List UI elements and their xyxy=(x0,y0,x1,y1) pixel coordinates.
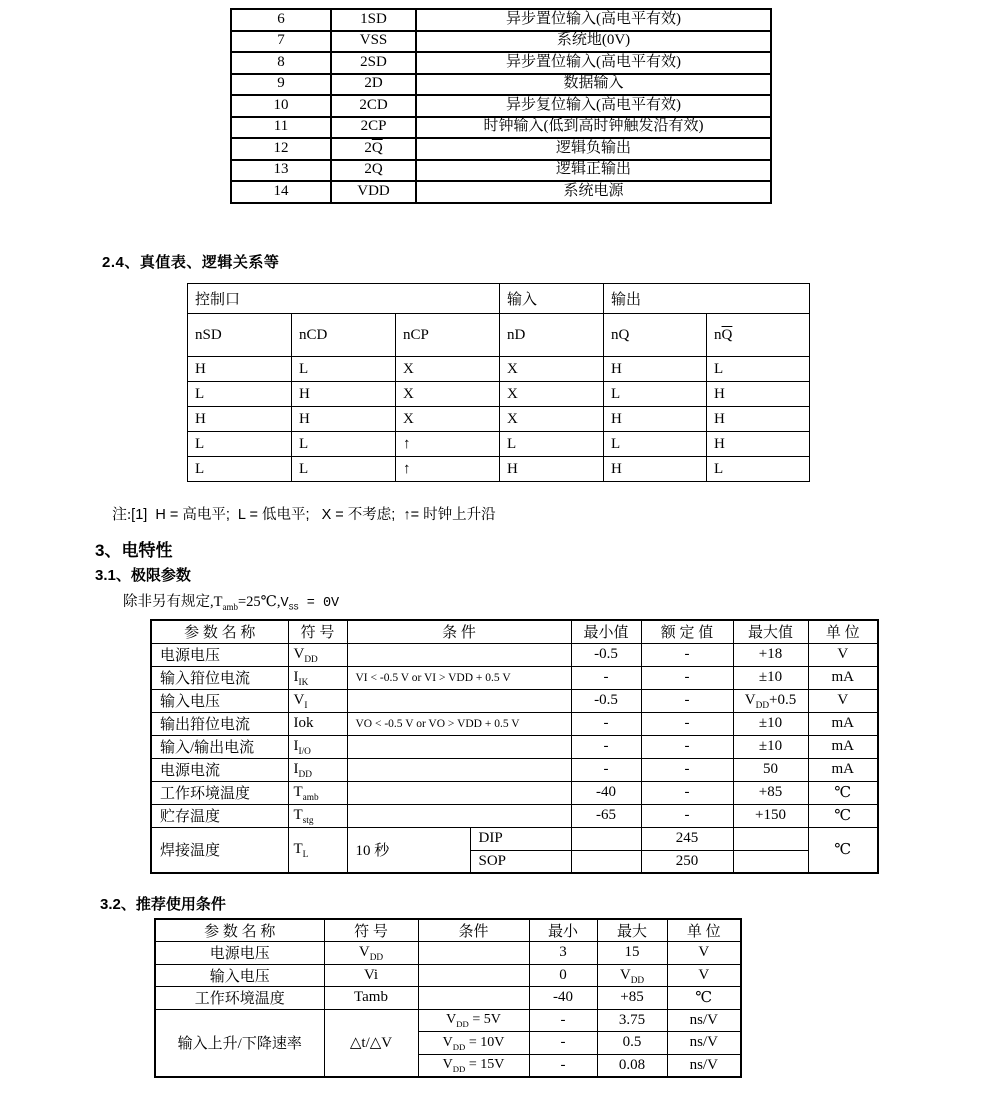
cond-sub: DD xyxy=(452,1041,466,1052)
symbol-cell xyxy=(288,781,347,804)
max-base: +85 xyxy=(758,784,783,800)
truth-cell: H xyxy=(707,432,810,457)
pin-name: 2CD xyxy=(359,96,388,113)
truth-row xyxy=(188,432,810,457)
condition-cell xyxy=(418,1054,529,1077)
truth-row xyxy=(188,407,810,432)
truth-cell: H xyxy=(604,407,707,432)
symbol-cell xyxy=(288,804,347,827)
cond-sub: DD xyxy=(456,1019,469,1030)
pin-row xyxy=(231,74,771,96)
min-cell: 3 xyxy=(529,942,597,965)
symbol-sub: DD xyxy=(298,770,312,780)
symbol-cell xyxy=(324,964,418,987)
pin-number-cell: 8 xyxy=(231,52,331,74)
max-cell: 0.08 xyxy=(597,1054,667,1077)
min-cell: -0.5 xyxy=(571,643,641,666)
max-cell xyxy=(733,781,808,804)
truth-cell: X xyxy=(396,357,500,382)
pin-desc-cell: 异步置位输入(高电平有效) xyxy=(416,52,771,74)
pin-name-cell xyxy=(331,31,416,53)
header-param-name: 参 数 名 称 xyxy=(155,919,324,942)
min-cell: - xyxy=(571,712,641,735)
pin-name: VSS xyxy=(359,32,388,49)
pin-desc-cell: 异步复位输入(高电平有效) xyxy=(416,95,771,117)
truth-cell: L xyxy=(188,382,292,407)
param-name-cell: 输入箝位电流 xyxy=(151,666,288,689)
limits-row xyxy=(151,712,878,735)
min-cell: - xyxy=(571,758,641,781)
symbol-cell xyxy=(288,689,347,712)
note-prefix: 注: xyxy=(112,507,132,523)
cond-tail: = 10V xyxy=(465,1034,505,1050)
section-heading-recommended: 3.2、推荐使用条件 xyxy=(100,896,226,913)
param-name-cell: 电源电流 xyxy=(151,758,288,781)
max-base: ±10 xyxy=(758,669,783,685)
symbol-sub: L xyxy=(302,850,309,861)
truth-header-cell: nCD xyxy=(292,314,396,357)
truth-cell: L xyxy=(604,432,707,457)
truth-cell: H xyxy=(707,407,810,432)
symbol-base: T xyxy=(293,841,303,858)
vss-sub: SS xyxy=(288,602,299,613)
min-cell: - xyxy=(571,735,641,758)
truth-cell: X xyxy=(396,382,500,407)
max-base: +85 xyxy=(620,989,644,1006)
min-cell: -0.5 xyxy=(571,689,641,712)
truth-cell: H xyxy=(707,382,810,407)
symbol-sub: DD xyxy=(369,953,384,964)
max-cell xyxy=(733,758,808,781)
pin-name: 2CP xyxy=(360,118,387,135)
unit-cell: V xyxy=(808,689,878,712)
truth-column-header-row xyxy=(188,314,810,357)
pin-number-cell: 12 xyxy=(231,138,331,160)
limits-row xyxy=(151,666,878,689)
pin-row xyxy=(231,9,771,31)
symbol-cell xyxy=(288,735,347,758)
truth-cell: X xyxy=(396,407,500,432)
cond-tail: = 5V xyxy=(468,1012,501,1028)
condition-cell xyxy=(418,942,529,965)
unit-cell: ℃ xyxy=(808,804,878,827)
max-cell xyxy=(733,827,808,850)
unit-cell: ns/V xyxy=(667,1009,741,1032)
solder-time-cell: 10 秒 xyxy=(347,827,470,873)
pin-name: VDD xyxy=(357,182,390,199)
limits-header-row xyxy=(151,620,878,643)
truth-header-cell: nD xyxy=(500,314,604,357)
section-heading-limits: 3.1、极限参数 xyxy=(95,567,191,584)
pin-row xyxy=(231,31,771,53)
rated-cell: 250 xyxy=(641,850,733,873)
rated-cell: - xyxy=(641,666,733,689)
header-unit: 单 位 xyxy=(808,620,878,643)
symbol-base: V xyxy=(358,944,370,961)
limits-row xyxy=(151,758,878,781)
max-base: 15 xyxy=(624,944,640,961)
condition-cell xyxy=(347,735,571,758)
limits-row xyxy=(151,643,878,666)
condition-cell xyxy=(347,758,571,781)
pin-desc-cell: 数据输入 xyxy=(416,74,771,96)
unit-cell: ℃ xyxy=(808,827,878,873)
unit-cell: ℃ xyxy=(808,781,878,804)
pin-row xyxy=(231,117,771,139)
pin-name: 1SD xyxy=(360,10,387,27)
rec-row xyxy=(155,964,741,987)
cond-base: V xyxy=(442,1057,453,1072)
pin-name-cell xyxy=(331,117,416,139)
rated-cell: - xyxy=(641,689,733,712)
min-cell: - xyxy=(529,1032,597,1055)
min-cell xyxy=(571,850,641,873)
group-header-input: 输入 xyxy=(500,284,604,314)
condition-cell xyxy=(418,1009,529,1032)
truth-header-cell: nSD xyxy=(188,314,292,357)
limits-row xyxy=(151,781,878,804)
max-base: +150 xyxy=(755,807,786,823)
condition-cell xyxy=(418,987,529,1010)
pin-row xyxy=(231,181,771,203)
header-condition: 条件 xyxy=(418,919,529,942)
truth-cell: H xyxy=(188,407,292,432)
rated-cell: - xyxy=(641,781,733,804)
truth-cell: L xyxy=(188,457,292,482)
pin-number-cell: 6 xyxy=(231,9,331,31)
condition-cell: VI < -0.5 V or VI > VDD + 0.5 V xyxy=(347,666,571,689)
header-unit: 单 位 xyxy=(667,919,741,942)
condition-cell xyxy=(347,643,571,666)
max-cell xyxy=(597,987,667,1010)
condition-cell: VO < -0.5 V or VO > VDD + 0.5 V xyxy=(347,712,571,735)
max-cell xyxy=(597,964,667,987)
max-sub: DD xyxy=(755,701,770,711)
max-base: V xyxy=(619,966,631,983)
pin-row xyxy=(231,138,771,160)
max-base: V xyxy=(744,692,756,708)
unit-cell: V xyxy=(808,643,878,666)
truth-cell: ↑ xyxy=(396,432,500,457)
truth-cell: L xyxy=(292,432,396,457)
pin-name-cell xyxy=(331,9,416,31)
limits-table xyxy=(150,619,879,874)
param-name-cell: 电源电压 xyxy=(151,643,288,666)
unit-cell: V xyxy=(667,942,741,965)
param-name-cell: 输入上升/下降速率 xyxy=(155,1009,324,1077)
param-name-cell: 输入/输出电流 xyxy=(151,735,288,758)
rec-row xyxy=(155,987,741,1010)
symbol-base: T xyxy=(293,784,303,800)
param-name-cell: 工作环境温度 xyxy=(155,987,324,1010)
truth-cell: H xyxy=(292,407,396,432)
vss-base: V xyxy=(280,596,289,611)
pin-name: 2D xyxy=(364,75,383,92)
condition-cell xyxy=(347,689,571,712)
symbol-sub: stg xyxy=(302,816,314,826)
symbol-cell xyxy=(288,712,347,735)
symbol-cell xyxy=(288,643,347,666)
truth-cell: H xyxy=(500,457,604,482)
note-body: [1] H = 高电平; L = 低电平; X = 不考虑; ↑= 时钟上升沿 xyxy=(131,507,496,523)
symbol-cell xyxy=(324,987,418,1010)
precondition-text: =25℃, xyxy=(237,594,281,610)
header-max: 最大值 xyxy=(733,620,808,643)
truth-cell: ↑ xyxy=(396,457,500,482)
recommended-conditions-table xyxy=(154,918,742,1078)
max-cell xyxy=(733,643,808,666)
rated-cell: - xyxy=(641,712,733,735)
truth-cell: X xyxy=(500,382,604,407)
symbol-cell xyxy=(288,666,347,689)
min-cell: - xyxy=(529,1054,597,1077)
rec-row xyxy=(155,942,741,965)
symbol-base: V xyxy=(293,646,305,662)
unit-cell: ns/V xyxy=(667,1032,741,1055)
header-symbol: 符 号 xyxy=(288,620,347,643)
pin-number-cell: 7 xyxy=(231,31,331,53)
symbol-sub: amb xyxy=(302,793,319,803)
truth-row xyxy=(188,382,810,407)
unit-cell: V xyxy=(667,964,741,987)
max-base: ±10 xyxy=(758,715,783,731)
max-cell xyxy=(733,804,808,827)
pin-desc-cell: 系统电源 xyxy=(416,181,771,203)
pin-row xyxy=(231,95,771,117)
header-symbol: 符 号 xyxy=(324,919,418,942)
pin-desc-cell: 系统地(0V) xyxy=(416,31,771,53)
pin-name-cell xyxy=(331,74,416,96)
group-header-output: 输出 xyxy=(604,284,810,314)
rec-header-row xyxy=(155,919,741,942)
max-cell: 0.5 xyxy=(597,1032,667,1055)
symbol-base: V xyxy=(293,692,305,708)
truth-cell: X xyxy=(500,407,604,432)
symbol-cell xyxy=(324,942,418,965)
pin-number-cell: 13 xyxy=(231,160,331,182)
pin-description-table xyxy=(230,8,772,204)
param-name-cell: 输入电压 xyxy=(155,964,324,987)
package-cell: DIP xyxy=(470,827,571,850)
max-cell xyxy=(733,666,808,689)
truth-cell: L xyxy=(707,357,810,382)
max-base: 50 xyxy=(763,761,779,777)
truth-header-cell: nQ xyxy=(604,314,707,357)
pin-number-cell: 9 xyxy=(231,74,331,96)
truth-cell: L xyxy=(188,432,292,457)
unit-cell: ℃ xyxy=(667,987,741,1010)
pin-name-overline: $\overline{Q}$ xyxy=(371,139,383,156)
max-base: ±10 xyxy=(758,738,783,754)
vss-tail: = 0V xyxy=(298,596,340,611)
symbol-cell xyxy=(288,758,347,781)
limits-row xyxy=(151,689,878,712)
precondition-vss xyxy=(280,596,339,611)
symbol-base: Tamb xyxy=(354,989,388,1006)
symbol-sub: DD xyxy=(304,655,318,665)
symbol-cell xyxy=(288,827,347,873)
symbol-base: I xyxy=(293,669,299,685)
truth-header-cell: nCP xyxy=(396,314,500,357)
min-cell: -65 xyxy=(571,804,641,827)
truth-row xyxy=(188,457,810,482)
header-condition: 条 件 xyxy=(347,620,571,643)
pin-name-cell xyxy=(331,138,416,160)
symbol-cell: △t/△V xyxy=(324,1009,418,1077)
truth-cell: H xyxy=(292,382,396,407)
unit-cell: mA xyxy=(808,712,878,735)
header-rated: 额 定 值 xyxy=(641,620,733,643)
max-cell xyxy=(733,712,808,735)
max-cell xyxy=(597,942,667,965)
min-cell: - xyxy=(571,666,641,689)
max-cell xyxy=(733,689,808,712)
cond-base: V xyxy=(442,1034,453,1050)
symbol-sub: I xyxy=(304,701,308,711)
package-cell: SOP xyxy=(470,850,571,873)
param-name-cell: 输入电压 xyxy=(151,689,288,712)
header-min: 最小 xyxy=(529,919,597,942)
symbol-sub: I/O xyxy=(298,747,311,757)
pin-name-cell xyxy=(331,160,416,182)
min-cell: 0 xyxy=(529,964,597,987)
pin-name-cell xyxy=(331,95,416,117)
pin-name: 2Q xyxy=(364,161,383,178)
header-min: 最小值 xyxy=(571,620,641,643)
pin-number-cell: 11 xyxy=(231,117,331,139)
truth-cell: L xyxy=(707,457,810,482)
pin-name-cell xyxy=(331,52,416,74)
truth-cell: H xyxy=(604,357,707,382)
symbol-base: I xyxy=(293,738,299,754)
max-sub: DD xyxy=(630,975,645,986)
precondition-text: 除非另有规定,T xyxy=(123,594,223,610)
limits-solder-row-dip xyxy=(151,827,878,850)
truth-cell: H xyxy=(188,357,292,382)
pin-name-cell xyxy=(331,181,416,203)
rec-slew-row xyxy=(155,1009,741,1032)
unit-cell: mA xyxy=(808,758,878,781)
nq-prefix: n xyxy=(714,326,722,343)
condition-cell xyxy=(347,781,571,804)
symbol-base: Iok xyxy=(293,715,314,731)
header-param-name: 参 数 名 称 xyxy=(151,620,288,643)
symbol-base: I xyxy=(293,761,299,777)
rated-cell: - xyxy=(641,735,733,758)
rated-cell: - xyxy=(641,758,733,781)
unit-cell: ns/V xyxy=(667,1054,741,1077)
truth-cell: H xyxy=(604,457,707,482)
pin-name: 2SD xyxy=(360,53,387,70)
param-name-cell: 输出箝位电流 xyxy=(151,712,288,735)
param-name-cell: 贮存温度 xyxy=(151,804,288,827)
param-name-cell: 电源电压 xyxy=(155,942,324,965)
truth-group-header-row xyxy=(188,284,810,314)
max-cell: 3.75 xyxy=(597,1009,667,1032)
cond-tail: = 15V xyxy=(465,1057,505,1072)
min-cell: -40 xyxy=(571,781,641,804)
rated-cell: - xyxy=(641,643,733,666)
condition-cell xyxy=(347,804,571,827)
rated-cell: 245 xyxy=(641,827,733,850)
unit-cell: mA xyxy=(808,666,878,689)
truth-header-cell-nq-bar xyxy=(707,314,810,357)
symbol-base: T xyxy=(293,807,303,823)
section-heading-electrical: 3、电特性 xyxy=(95,541,173,560)
limits-precondition xyxy=(123,590,339,611)
truth-cell: L xyxy=(292,357,396,382)
cond-base: V xyxy=(446,1012,457,1028)
pin-row xyxy=(231,52,771,74)
section-heading-truth-table: 2.4、真值表、逻辑关系等 xyxy=(102,254,280,271)
pin-number-cell: 10 xyxy=(231,95,331,117)
max-base: +18 xyxy=(758,646,783,662)
min-cell xyxy=(571,827,641,850)
pin-desc-cell: 时钟输入(低到高时钟触发沿有效) xyxy=(416,117,771,139)
condition-cell xyxy=(418,1032,529,1055)
min-cell: -40 xyxy=(529,987,597,1010)
pin-desc-cell: 异步置位输入(高电平有效) xyxy=(416,9,771,31)
truth-cell: X xyxy=(500,357,604,382)
cond-sub: DD xyxy=(452,1063,466,1074)
condition-cell xyxy=(418,964,529,987)
pin-name: 2 xyxy=(364,139,372,156)
truth-row xyxy=(188,357,810,382)
truth-cell: L xyxy=(500,432,604,457)
max-cell xyxy=(733,850,808,873)
unit-cell: mA xyxy=(808,735,878,758)
truth-cell: L xyxy=(604,382,707,407)
nq-overline: $\overline{Q}$ xyxy=(721,326,733,343)
truth-cell: L xyxy=(292,457,396,482)
rated-cell: - xyxy=(641,804,733,827)
truth-table xyxy=(187,283,810,482)
limits-row xyxy=(151,804,878,827)
pin-number-cell: 14 xyxy=(231,181,331,203)
pin-desc-cell: 逻辑负输出 xyxy=(416,138,771,160)
min-cell: - xyxy=(529,1009,597,1032)
pin-row xyxy=(231,160,771,182)
param-name-cell: 焊接温度 xyxy=(151,827,288,873)
pin-desc-cell: 逻辑正输出 xyxy=(416,160,771,182)
symbol-base: Vi xyxy=(363,966,379,983)
max-tail: +0.5 xyxy=(769,692,797,708)
limits-row xyxy=(151,735,878,758)
truth-table-note xyxy=(112,503,496,524)
group-header-control: 控制口 xyxy=(188,284,500,314)
max-cell xyxy=(733,735,808,758)
param-name-cell: 工作环境温度 xyxy=(151,781,288,804)
precondition-sub: amb xyxy=(222,601,238,612)
symbol-sub: IK xyxy=(298,678,309,688)
header-max: 最大 xyxy=(597,919,667,942)
